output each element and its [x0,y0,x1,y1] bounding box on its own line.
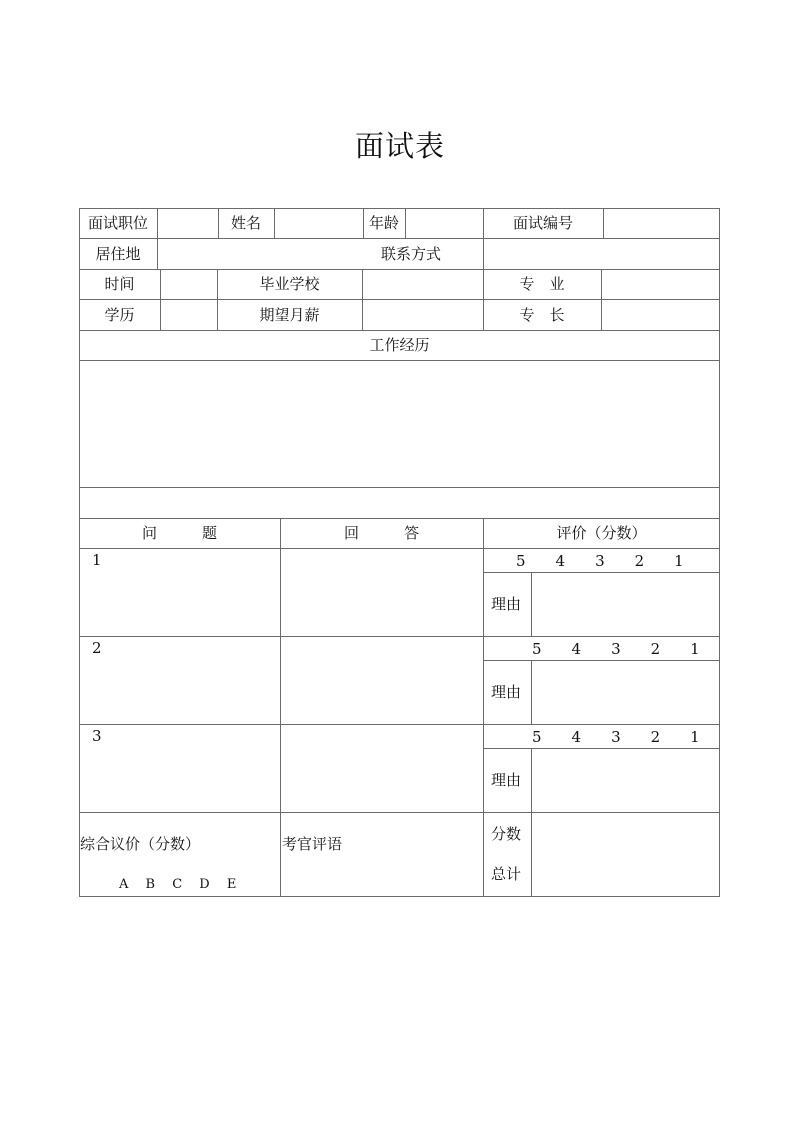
rule-top [79,208,720,209]
rule-work-area [79,487,720,488]
rule-qa-b [483,518,484,897]
page-title: 面试表 [354,129,445,163]
label-interview-number: 面试编号 [512,214,573,232]
rule-q2 [79,724,720,725]
rule-row3 [79,299,720,300]
label-expected-salary: 期望月薪 [259,306,320,324]
label-major: 专 业 [519,275,565,293]
rule-blank-row [79,518,720,519]
label-specialty: 专 长 [519,306,565,324]
label-overall-evaluation: 综合议价（分数） [80,835,201,853]
rule-right [719,208,720,897]
rating-scale: 5 4 3 2 1 [532,640,700,658]
label-total: 总计 [491,865,522,883]
rule-row1 [79,238,720,239]
reason-label: 理由 [491,595,522,613]
rule-q3-scale [483,748,720,749]
rule-r34-e [601,269,602,330]
rating-scale: 5 4 3 2 1 [516,552,684,570]
interview-form [79,208,720,897]
rule-q1-scale [483,572,720,573]
rule-score-total [531,812,532,896]
rule-work-header [79,360,720,361]
rule-r1-e [405,208,406,238]
question-number: 3 [92,727,102,745]
reason-label: 理由 [491,771,522,789]
label-interview-position: 面试职位 [87,214,148,232]
rule-q1 [79,636,720,637]
rule-r2-b [483,238,484,269]
rule-row4 [79,330,720,331]
rule-r34-a [160,269,161,330]
label-residence: 居住地 [95,245,141,263]
header-evaluation: 评价（分数） [556,524,647,542]
label-age: 年龄 [368,214,399,232]
label-score: 分数 [491,825,522,843]
label-graduated-school: 毕业学校 [259,275,320,293]
rule-q2-scale [483,660,720,661]
rule-r1-a [157,208,158,238]
grade-options: A B C D E [119,877,237,892]
rating-scale: 5 4 3 2 1 [532,728,700,746]
rule-qa-a [280,518,281,897]
rule-q1-reason [531,572,532,636]
label-work-experience: 工作经历 [369,336,430,354]
reason-label: 理由 [491,683,522,701]
rule-q2-reason [531,660,532,724]
rule-r2-a [157,238,158,269]
rule-r1-c [274,208,275,238]
rule-q3 [79,812,720,813]
header-answer: 回 答 [343,524,419,542]
header-question: 问 题 [141,524,217,542]
label-education: 学历 [104,306,135,324]
rule-r34-c [362,269,363,330]
rule-q3-reason [531,748,532,812]
label-name: 姓名 [230,214,261,232]
rule-r1-g [603,208,604,238]
label-examiner-comments: 考官评语 [282,835,343,853]
label-contact: 联系方式 [381,245,442,263]
label-time: 时间 [104,275,135,293]
question-number: 1 [92,551,102,569]
rule-qa-header [79,548,720,549]
rule-bottom [79,896,720,897]
question-number: 2 [92,639,102,657]
rule-row2 [79,269,720,270]
